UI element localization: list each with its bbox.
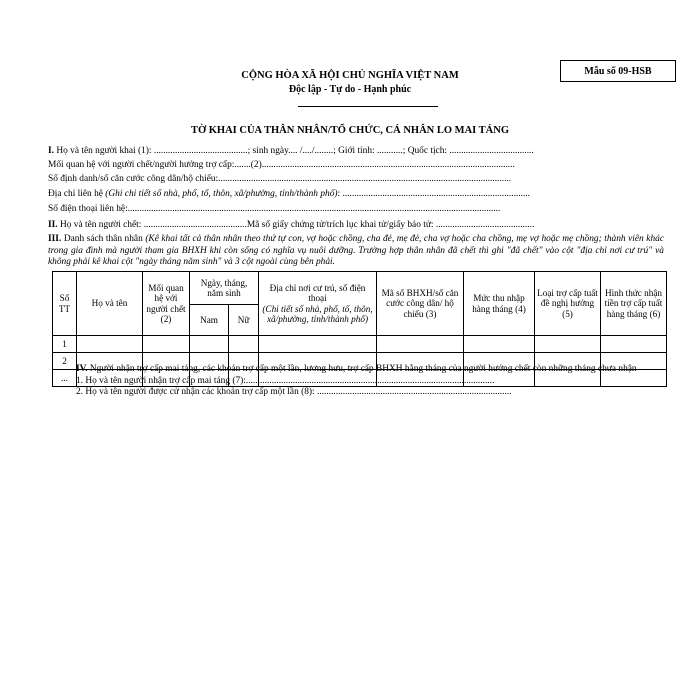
relationship-line: Mối quan hệ với người chết/người hưởng trợ cấp:.......(2)............................................................................................................ <box>48 160 515 170</box>
declarant-name-line <box>48 145 534 157</box>
row-number: 2 <box>53 353 77 370</box>
address-dots: : ................................................................................ <box>337 189 530 199</box>
col-header-dob: Ngày, tháng, năm sinh <box>190 272 259 305</box>
burial-recipient-line: 1. Họ và tên người nhận trợ cấp mai táng (7):.......................................................................................................... <box>76 375 495 386</box>
section-2-label: II. <box>48 220 58 230</box>
table-cell[interactable] <box>377 336 464 353</box>
national-motto: Độc lập - Tự do - Hạnh phúc <box>288 84 412 95</box>
section-4-intro <box>48 364 668 376</box>
declarant-name-text: Họ và tên người khai (1): ........................................; sinh ngày.... /..../........; Giới tính: ...........; Quốc tịch: .................................... <box>54 146 534 156</box>
col-header-income: Mức thu nhập hàng tháng (4) <box>464 272 535 336</box>
col-header-stt: Số TT <box>53 272 77 336</box>
address-note: (Ghi chi tiết số nhà, phố, tổ, thôn, xã/phường, tỉnh/thành phố) <box>105 189 338 199</box>
row-number: ... <box>53 370 77 387</box>
col-header-name: Họ và tên <box>77 272 143 336</box>
table-cell[interactable] <box>190 336 229 353</box>
address-prefix: Địa chỉ liên hệ <box>48 189 106 199</box>
table-cell[interactable] <box>601 336 667 353</box>
national-title: CỘNG HÒA XÃ HỘI CHỦ NGHĨA VIỆT NAM <box>241 70 459 81</box>
page-title: TỜ KHAI CỦA THÂN NHÂN/TỔ CHỨC, CÁ NHÂN LO MAI TÁNG <box>190 125 510 136</box>
table-cell[interactable] <box>143 336 190 353</box>
deceased-text: Họ và tên người chết: ............................................Mã số giấy chứng tử/trích lục khai tử/giấy báo tử: .......................................... <box>57 220 535 230</box>
col-header-id-code: Mã số BHXH/số căn cước công dân/ hộ chiếu (3) <box>377 272 464 336</box>
section-1-label: I. <box>48 146 54 156</box>
phone-line: Số điện thoại liên hệ:............................................................................................................................................................... <box>48 204 501 214</box>
address-col-title: Địa chỉ nơi cư trú, số điện thoại <box>269 282 366 303</box>
col-header-benefit-type: Loại trợ cấp tuất đề nghị hưởng (5) <box>535 272 601 336</box>
col-header-address <box>259 272 377 336</box>
section-3-intro: Danh sách thân nhân <box>61 234 146 244</box>
table-cell[interactable] <box>259 336 377 353</box>
section-4-label: IV. <box>76 364 88 374</box>
section-4 <box>48 364 668 399</box>
section-4-intro-text: Người nhận trợ cấp mai táng, các khoản trợ cấp một lần, lương hưu, trợ cấp BHXH hằng tháng của người hưởng chết còn những tháng chưa nhận <box>87 364 637 374</box>
lump-sum-recipient-line: 2. Họ và tên người được cử nhận các khoản trợ cấp một lần (8): ................................................................................... <box>76 387 512 397</box>
table-cell[interactable] <box>535 336 601 353</box>
col-header-payment-form: Hình thức nhận tiền trợ cấp tuất hàng tháng (6) <box>601 272 667 336</box>
address-line <box>48 188 530 200</box>
address-col-note: (Chi tiết số nhà, phố, tổ, thôn, xã/phường, tỉnh/thành phố) <box>262 303 373 324</box>
col-header-male: Nam <box>190 305 229 336</box>
id-number-line: Số định danh/số căn cước công dân/hộ chiếu:............................................................................................................................. <box>48 174 512 184</box>
deceased-line <box>48 219 534 231</box>
table-cell[interactable] <box>464 336 535 353</box>
table-cell[interactable] <box>229 336 259 353</box>
col-header-female: Nữ <box>229 305 259 336</box>
row-number: 1 <box>53 336 77 353</box>
header-divider <box>298 106 438 107</box>
table-cell[interactable] <box>77 336 143 353</box>
section-3-label: III. <box>48 234 62 244</box>
form-code-box: Mẫu số 09-HSB <box>560 60 676 82</box>
col-header-relation: Mối quan hệ với người chết (2) <box>143 272 190 336</box>
table-row <box>53 336 667 353</box>
section-3-note: (Kê khai tất cả thân nhân theo thứ tự con, vợ hoặc chồng, cha đẻ, mẹ đẻ, cha vợ hoặc cha chồng, mẹ vợ hoặc mẹ chồng; thành viên khác trong gia đình mà người tham gia BHXH khi còn sống có nghĩa vụ nuôi dưỡng. Trường hợp thân nhân đã chết thì ghi "đã chết" vào cột "địa chỉ nơi cư trú" và không phải kê khai cột "ngày tháng năm sinh" và 3 cột ngoài cùng bên phải. <box>48 234 664 267</box>
relatives-instructions <box>48 234 664 269</box>
